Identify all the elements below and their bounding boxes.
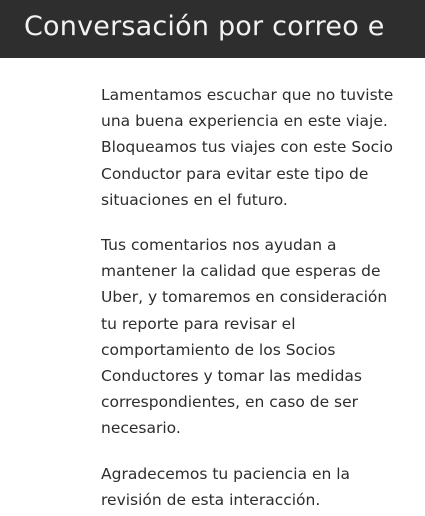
message-paragraph-thanks: Agradecemos tu paciencia en la revisión de esta interacción.: [101, 464, 351, 509]
message-paragraph-apology: Lamentamos escuchar que no tuviste una buena experiencia en este viaje. Bloqueamos tus viajes con este Socio Conductor para evitar este tipo de situaciones en el futuro.: [101, 86, 394, 209]
page-title: Conversación por correo e: [24, 11, 385, 42]
message-paragraph-feedback: Tus comentarios nos ayudan a mantener la calidad que esperas de Uber, y tomaremos en consideración tu reporte para revisar el comportamiento de los Socios Conductores y tomar las medidas correspondientes, en caso de ser necesario.: [101, 236, 388, 438]
header-bar: [0, 0, 425, 58]
message-body: [101, 82, 401, 516]
